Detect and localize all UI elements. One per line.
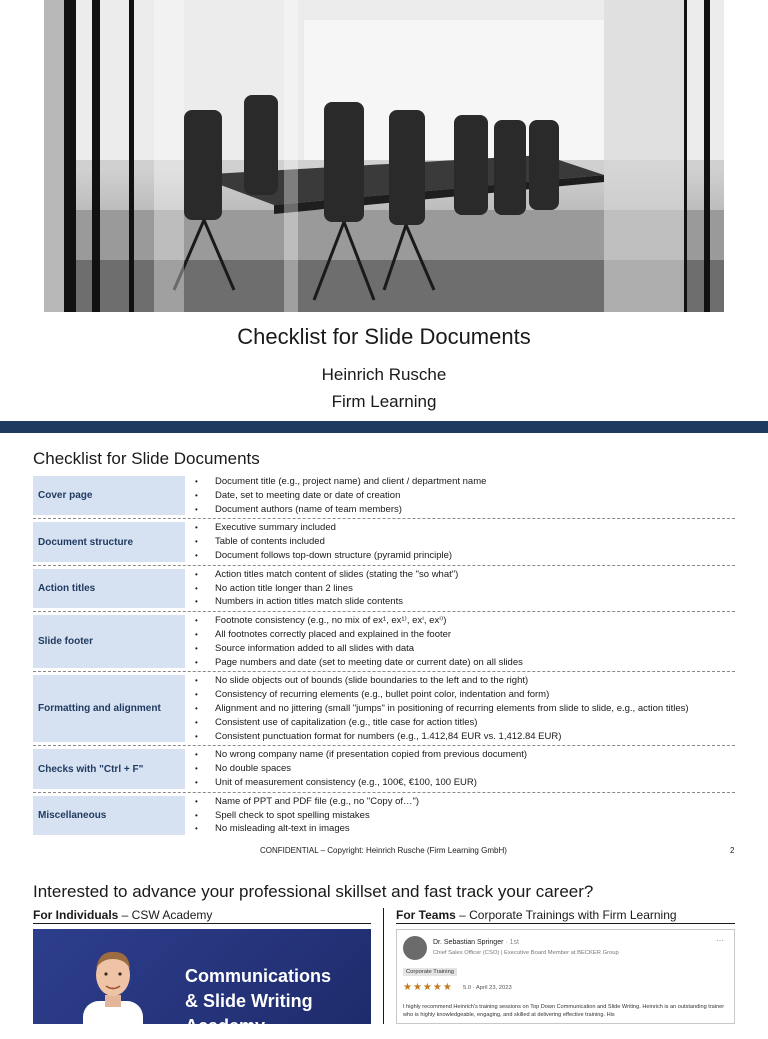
checklist-category: Cover page <box>33 476 185 515</box>
checklist-item: • No wrong company name (if presentation copied from previous document) <box>215 748 735 762</box>
checklist-item: • Spell check to spot spelling mistakes <box>215 809 735 823</box>
review-tag: Corporate Training <box>403 968 457 976</box>
academy-banner[interactable] <box>33 929 371 1036</box>
meeting-room-image <box>44 0 724 312</box>
cover-title: Checklist for Slide Documents <box>237 324 531 349</box>
connection-degree: · 1st <box>505 939 520 946</box>
checklist-row <box>33 519 735 565</box>
checklist-item: • Consistency of recurring elements (e.g., bullet point color, indentation and form) <box>215 688 735 702</box>
checklist-row <box>33 566 735 612</box>
reviewer-role: Chief Sales Officer (CSO) | Executive Board Member at BECKER Group <box>433 950 619 956</box>
cover-photo <box>44 0 724 312</box>
checklist-item: • Document authors (name of team members) <box>215 503 735 517</box>
checklist-item: • No misleading alt-text in images <box>215 822 735 836</box>
checklist-item: • Alignment and no jittering (small "jumps" in positioning of recurring elements from slide to slide, e.g., action titles) <box>215 702 735 716</box>
checklist-row <box>33 672 735 746</box>
reviewer-name-line <box>433 939 519 946</box>
individuals-subtitle: – CSW Academy <box>118 908 213 922</box>
teams-rule <box>396 923 735 924</box>
checklist-item: • No double spaces <box>215 762 735 776</box>
checklist-item: • Document title (e.g., project name) and client / department name <box>215 475 735 489</box>
checklist-item: • Table of contents included <box>215 535 735 549</box>
page-number: 2 <box>730 846 735 855</box>
banner-line-2: & Slide Writing <box>185 991 313 1011</box>
section-divider-band <box>0 421 768 433</box>
checklist-items <box>185 473 735 518</box>
cover-organization: Firm Learning <box>331 392 437 411</box>
checklist-category: Checks with "Ctrl + F" <box>33 749 185 788</box>
checklist-items <box>185 519 735 564</box>
checklist-category: Formatting and alignment <box>33 675 185 742</box>
checklist-item: • Document follows top-down structure (pyramid principle) <box>215 549 735 563</box>
checklist-item: • No slide objects out of bounds (slide boundaries to the left and to the right) <box>215 674 735 688</box>
review-text: I highly recommend Heinrich's training sessions on Top Down Communication and Slide Writing. Heinrich is an outstanding trainer who is highly knowledgeable, engaging, and skilled at delivering effective training. His <box>403 1004 725 1018</box>
checklist-category: Action titles <box>33 569 185 608</box>
checklist-row <box>33 612 735 672</box>
banner-line-3: Academy <box>185 1016 266 1036</box>
individuals-rule <box>33 923 371 924</box>
checklist-item: • Executive summary included <box>215 521 735 535</box>
checklist-items <box>185 612 735 671</box>
individuals-label: For Individuals <box>33 908 119 922</box>
checklist-item: • Source information added to all slides with data <box>215 642 735 656</box>
checklist-row <box>33 473 735 519</box>
checklist-item: • Consistent use of capitalization (e.g., title case for action titles) <box>215 716 735 730</box>
checklist-item: • Consistent punctuation format for numbers (e.g., 1.412,84 EUR vs. 1,412.84 EUR) <box>215 730 735 744</box>
trainer-photo <box>77 943 149 1033</box>
cover-author: Heinrich Rusche <box>321 365 447 384</box>
checklist-item: • Name of PPT and PDF file (e.g., no "Copy of…") <box>215 795 735 809</box>
promo-title: Interested to advance your professional skillset and fast track your career? <box>33 882 594 901</box>
testimonial-card[interactable] <box>396 929 735 1024</box>
individuals-heading <box>33 908 212 922</box>
checklist-row <box>33 793 735 838</box>
checklist-item: • Footnote consistency (e.g., no mix of ex¹, ex¹⁾, exⁱ, exⁱ⁾) <box>215 614 735 628</box>
checklist-item: • Action titles match content of slides (stating the "so what") <box>215 568 735 582</box>
checklist-item: • Unit of measurement consistency (e.g., 100€, €100, 100 EUR) <box>215 776 735 790</box>
checklist-items <box>185 746 735 791</box>
checklist-item: • Date, set to meeting date or date of creation <box>215 489 735 503</box>
academy-banner-text <box>185 964 331 1039</box>
checklist-item: • Page numbers and date (set to meeting date or current date) on all slides <box>215 656 735 670</box>
teams-heading <box>396 908 677 922</box>
teams-label: For Teams <box>396 908 456 922</box>
confidential-note: CONFIDENTIAL – Copyright: Heinrich Rusche (Firm Learning GmbH) <box>260 846 507 855</box>
checklist-items <box>185 672 735 745</box>
rating-and-date: 5.0 · April 23, 2023 <box>463 985 512 991</box>
reviewer-name: Dr. Sebastian Springer <box>433 939 504 946</box>
checklist-items <box>185 566 735 611</box>
checklist-category: Slide footer <box>33 615 185 668</box>
checklist-category: Document structure <box>33 522 185 561</box>
teams-subtitle: – Corporate Trainings with Firm Learning <box>455 908 677 922</box>
checklist-category: Miscellaneous <box>33 796 185 835</box>
checklist-item: • All footnotes correctly placed and explained in the footer <box>215 628 735 642</box>
banner-line-1: Communications <box>185 966 332 986</box>
reviewer-avatar <box>403 936 427 960</box>
rating-stars-icon: ★★★★★ <box>403 982 453 993</box>
checklist-title: Checklist for Slide Documents <box>33 449 260 468</box>
checklist-item: • Numbers in action titles match slide contents <box>215 595 735 609</box>
column-divider <box>383 908 384 1024</box>
checklist-table <box>33 473 735 838</box>
checklist-items <box>185 793 735 838</box>
checklist-row <box>33 746 735 792</box>
checklist-item: • No action title longer than 2 lines <box>215 582 735 596</box>
more-options-icon[interactable]: ··· <box>716 936 724 945</box>
